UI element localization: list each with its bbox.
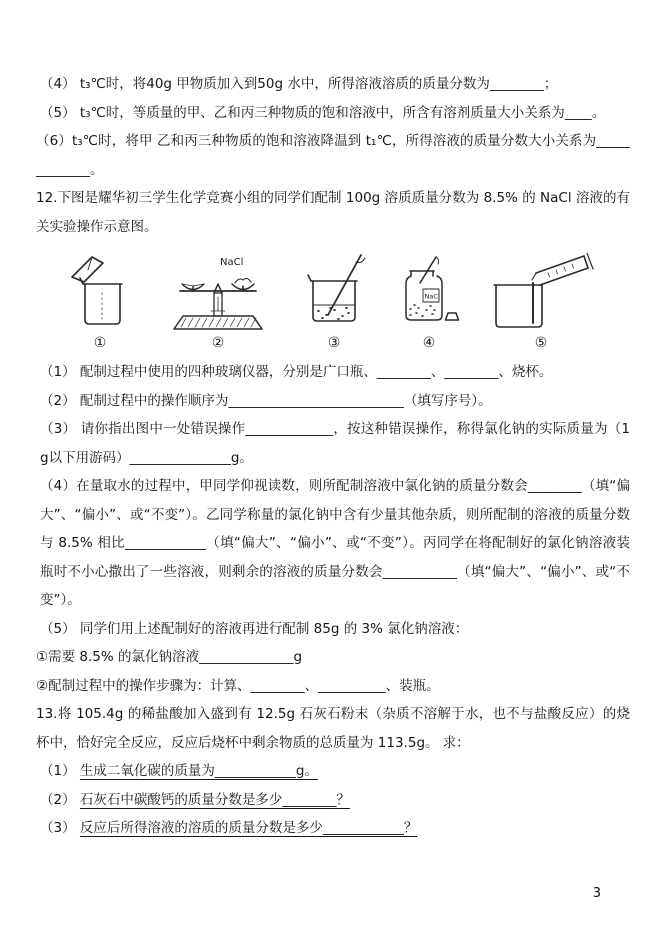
balance-scale-icon (164, 253, 272, 331)
nacl-label: NaCl (220, 257, 244, 268)
figure-label-5: ⑤ (534, 335, 548, 351)
figure-label-2: ② (211, 335, 225, 351)
q12-intro: 12.下图是耀华初三学生化学竞赛小组的同学们配制 100g 溶质质量分数为 8.5% 的 NaCl 溶液的有关实验操作示意图。 (36, 190, 630, 235)
figure-3-beaker-stirring (298, 253, 370, 352)
experiment-figures (62, 253, 630, 352)
q13-item3-text: 反应后所得溶液的溶质的质量分数是多少____________？ (79, 820, 418, 836)
q13-item1-marker: （1） (40, 763, 80, 779)
figure-5-pouring-into-beaker (488, 253, 594, 352)
q12-part3-line: （3） 请你指出图中一处错误操作_____________，按这种错误操作，称得氯化钠的实际质量为（1g以下用游码）_______________g。 (40, 421, 630, 466)
q13-intro: 13.将 105.4g 的稀盐酸加入盛到有 12.5g 石灰石粉末（杂质不溶解于水，也不与盐酸反应）的烧杯中，恰好完全反应，反应后烧杯中剩余物质的总质量为 113.5g。 求： (36, 706, 630, 751)
nacl-reagent-bottle-icon (396, 253, 462, 331)
figure-label-1: ① (93, 335, 107, 351)
graduated-cylinder-pouring-icon (488, 253, 594, 331)
q13-item2-line (36, 786, 630, 815)
q13-item3-marker: （3） (40, 820, 80, 836)
nacl-bottle-label: NaCl (424, 292, 440, 301)
q12-part1-line: （1） 配制过程中使用的四种玻璃仪器，分别是广口瓶、________、________、烧杯。 (40, 364, 553, 380)
q11-part6-line: （6）t₃℃时，将甲 乙和丙三种物质的饱和溶液降温到 t₁℃，所得溶液的质量分数大小关系为_____________。 (36, 133, 630, 178)
q13-item2-text: 石灰石中碳酸钙的质量分数是多少________？ (79, 791, 350, 808)
figure-2-balance-weighing-nacl (164, 253, 272, 352)
q12-part5-sub2-line: ②配制过程中的操作步骤为：计算、________、__________、装瓶。 (36, 677, 440, 694)
page-content (36, 70, 630, 843)
q12-part2-line: （2） 配制过程中的操作顺序为__________________________（填写序号）。 (40, 392, 492, 409)
page-number: 3 (592, 886, 601, 901)
q12-part5-line: （5） 同学们用上述配制好的溶液再进行配制 85g 的 3% 氯化钠溶液： (40, 620, 469, 637)
figure-label-4: ④ (422, 335, 436, 351)
q13-item1-line (36, 757, 630, 786)
figure-label-3: ③ (327, 335, 341, 351)
q13-item2-marker: （2） (40, 791, 80, 808)
figure-4-reagent-bottle (396, 253, 462, 352)
beaker-with-stirring-rod-icon (298, 253, 370, 331)
q11-part5-line: （5） t₃℃时，等质量的甲、乙和丙三种物质的饱和溶液中，所含有溶剂质量大小关系为____。 (40, 104, 606, 121)
q12-part5-sub1-line: ①需要 8.5% 的氯化钠溶液______________g (36, 649, 303, 665)
figure-1-beaker-adding-solid (62, 253, 138, 352)
q13-item1-text: 生成二氧化碳的质量为____________g。 (79, 763, 318, 779)
q11-part4-line: （4） t₃℃时，将40g 甲物质加入到50g 水中，所得溶液溶质的质量分数为________； (40, 76, 558, 92)
q13-item3-line (36, 814, 630, 843)
beaker-with-weighing-paper-icon (62, 253, 138, 331)
q12-part4-line: （4）在量取水的过程中，甲同学仰视读数，则所配制溶液中氯化钠的质量分数会________（填“偏大”、“偏小”、或“不变”）。乙同学称量的氯化钠中含有少量其他杂质，则所配制的溶液的质量分数与 8.5% 相比____________（填“偏大”、“偏小”、或“不变”）。丙同学在将配制好的氯化钠溶液装瓶时不小心撒出了一些溶液，则剩余的溶液的质量分数会___________（填“偏大”、“偏小”、或“不变”）。 (40, 478, 630, 608)
